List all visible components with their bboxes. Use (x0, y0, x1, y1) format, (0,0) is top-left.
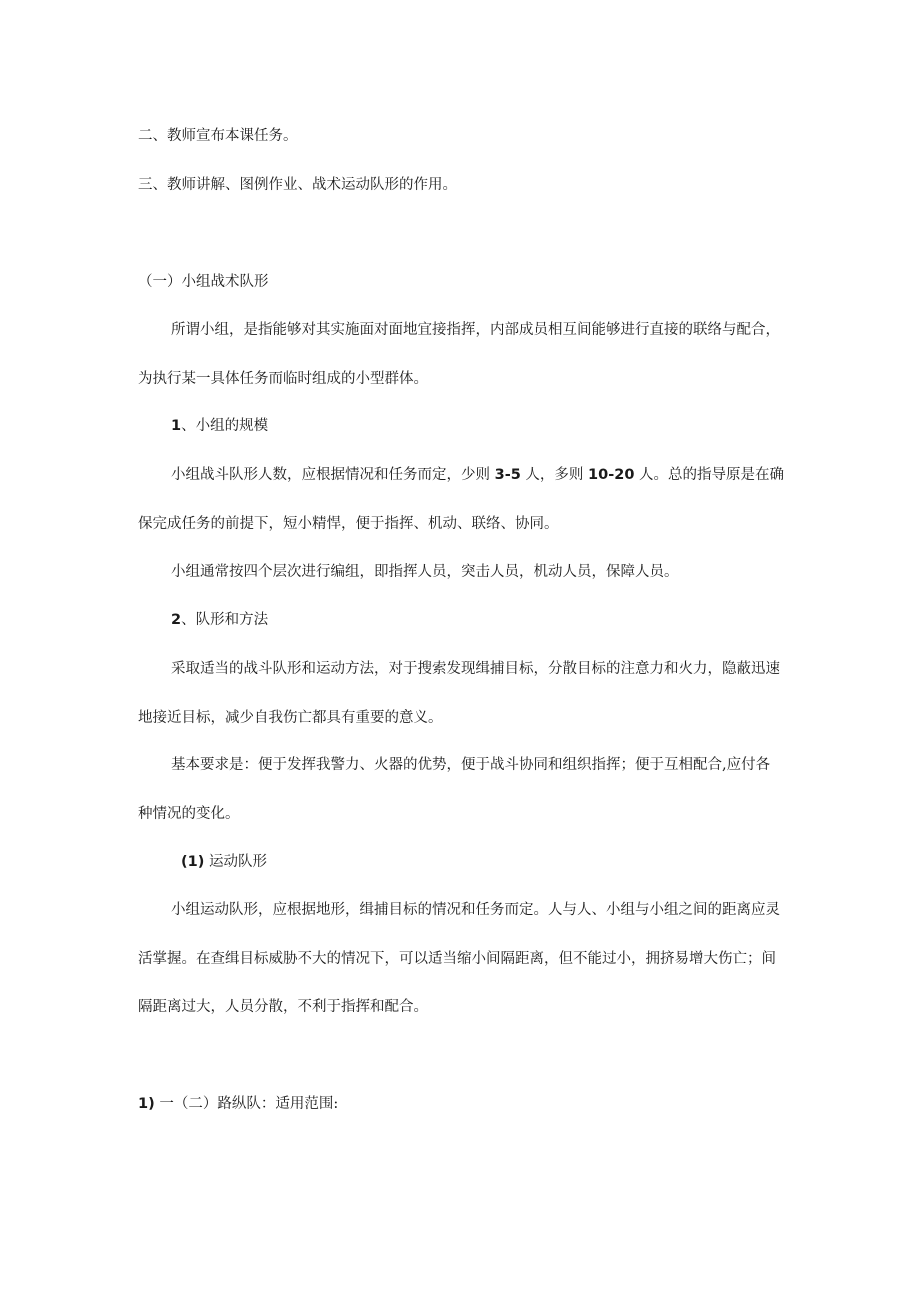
movement-paragraph-line-1: 小组运动队形，应根据地形，缉捕目标的情况和任务而定。人与人、小组与小组之间的距离应灵 (171, 902, 780, 918)
scale-paragraph-line-1 (171, 468, 784, 483)
subsection-heading-movement-formation (181, 855, 267, 870)
subsection-heading-formation-method (171, 613, 268, 628)
subsection-title: 、小组的规模 (181, 418, 269, 434)
subsection-title: 、队形和方法 (181, 612, 269, 628)
item-title: 一（二）路纵队：适用范围: (159, 1096, 339, 1112)
scale-number-max: 10-20 (588, 467, 635, 483)
scale-paragraph-line-2: 保完成任务的前提下，短小精悍，便于指挥、机动、联络、协同。 (138, 516, 559, 532)
method-paragraph-line-1: 采取适当的战斗队形和运动方法，对于搜索发现缉捕目标，分散目标的注意力和火力，隐蔽迅速 (171, 661, 780, 677)
item-number: 1) (138, 1096, 155, 1112)
requirement-paragraph-line-2: 种情况的变化。 (138, 806, 240, 822)
scale-text-b: 人，多则 (525, 467, 584, 483)
list-item-3: 三、教师讲解、图例作业、战术运动队形的作用。 (138, 177, 457, 193)
section-heading-small-group-formation: （一）小组战术队形 (138, 274, 269, 290)
subsection-title: 运动队形 (208, 854, 267, 870)
levels-paragraph: 小组通常按四个层次进行编组，即指挥人员，突击人员，机动人员，保障人员。 (171, 564, 679, 580)
column-formation-item (138, 1097, 338, 1112)
scale-text-c: 人。总的指导原是在确 (639, 467, 785, 483)
scale-number-min: 3-5 (494, 467, 521, 483)
requirement-paragraph-line-1: 基本要求是：便于发挥我警力、火器的优势，便于战斗协同和组织指挥；便于互相配合,应付各 (171, 757, 771, 773)
movement-paragraph-line-2: 活掌握。在查缉目标威胁不大的情况下，可以适当缩小间隔距离，但不能过小，拥挤易增大伤亡；间 (138, 951, 776, 967)
subsection-number: (1) (181, 854, 205, 870)
scale-text-a: 小组战斗队形人数，应根据情况和任务而定，少则 (171, 467, 490, 483)
subsection-number: 2 (171, 612, 182, 628)
list-item-2: 二、教师宣布本课任务。 (138, 128, 298, 144)
definition-paragraph-line-1: 所谓小组，是指能够对其实施面对面地宜接指挥，内部成员相互间能够进行直接的联络与配合， (171, 322, 780, 338)
subsection-number: 1 (171, 418, 182, 434)
method-paragraph-line-2: 地接近目标，减少自我伤亡都具有重要的意义。 (138, 710, 443, 726)
definition-paragraph-line-2: 为执行某一具体任务而临时组成的小型群体。 (138, 371, 428, 387)
subsection-heading-group-scale (171, 419, 268, 434)
movement-paragraph-line-3: 隔距离过大，人员分散，不利于指挥和配合。 (138, 999, 428, 1015)
